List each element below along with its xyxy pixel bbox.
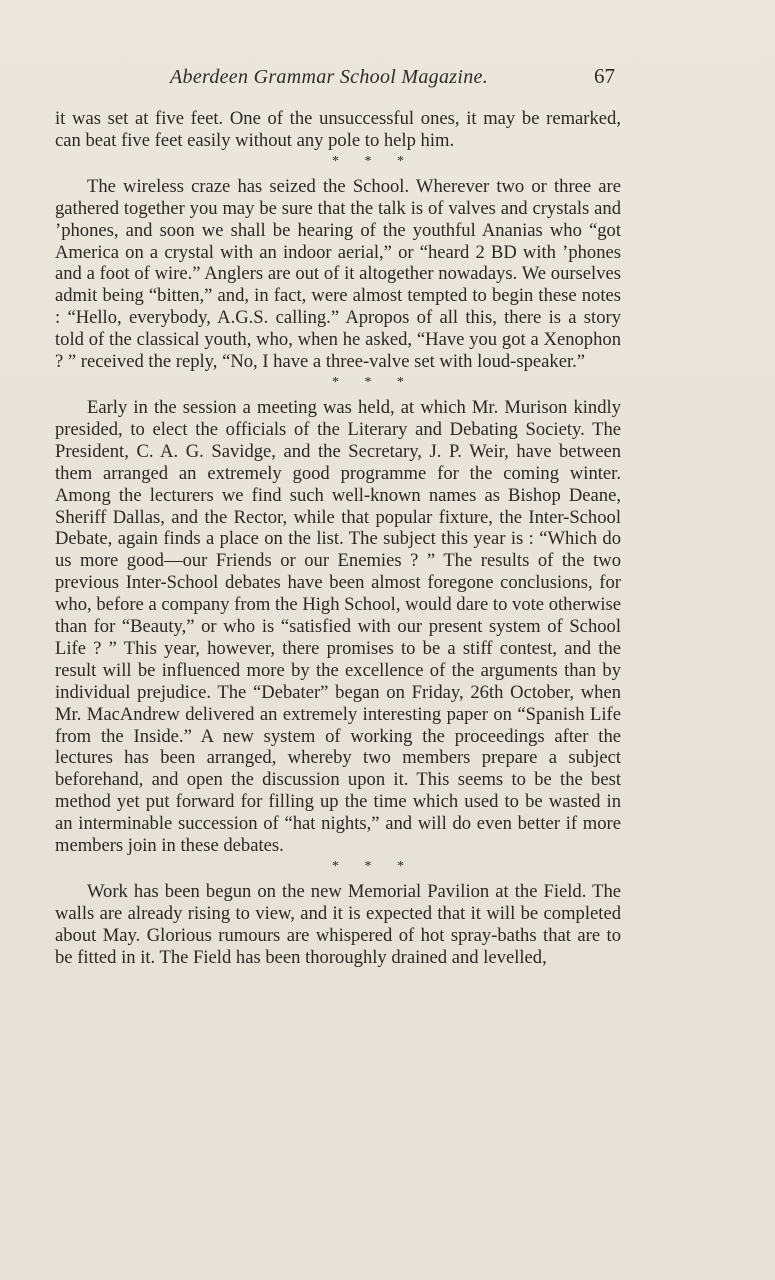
article-body [55,108,621,969]
paragraph-wireless: The wireless craze has seized the School. Wherever two or three are gathered together you may be sure that the talk is of valves and crystals and ’phones, and soon we shall be hearing of the youthful Ananias who “got America on a crystal with an indoor aerial,” or “heard 2 BD with ’phones and a foot of wire.” Anglers are out of it altogether nowadays. We ourselves admit being “bitten,” and, in fact, were almost tempted to begin these notes : “Hello, everybody, A.G.S. calling.” Apropos of all this, there is a story told of the classical youth, who, when he asked, “Have you got a Xenophon ? ” received the reply, “No, I have a three-valve set with loud-speaker.” [55,175,621,373]
section-separator: * * * [332,374,404,390]
running-title: Aberdeen Grammar School Magazine. [170,66,488,88]
paragraph-debating-society: Early in the session a meeting was held, at which Mr. Murison kindly presided, to elect the officials of the Literary and Debating Society. The President, C. A. G. Savidge, and the Secretary, J. P. Weir, have between them arranged an extremely good programme for the coming winter. Among the lecturers we find such well-known names as Bishop Deane, Sheriff Dallas, and the Rector, while that popular fixture, the Inter-School Debate, again finds a place on the list. The subject this year is : “Which do us more good—our Friends or our Enemies ? ” The results of the two previous Inter-School debates have been almost foregone conclusions, for who, before a company from the High School, would dare to vote otherwise than for “Beauty,” or who is “satisfied with our present system of School Life ? ” This year, however, there promises to be a stiff contest, and the result will be influenced more by the excellence of the arguments than by individual prejudice. The “Debater” began on Friday, 26th October, when Mr. MacAndrew delivered an extremely interesting paper on “Spanish Life from the Inside.” A new system of working the proceedings after the lectures has been arranged, whereby two members prepare a subject beforehand, and open the discussion upon it. This seems to be the best method yet put forward for filling up the time which used to be wasted in an interminable succession of “hat nights,” and will do even better if more members join in these debates. [55,396,621,857]
paragraph-pavilion: Work has been begun on the new Memorial Pavilion at the Field. The walls are already rising to view, and it is expected that it will be completed about May. Glorious rumours are whispered of hot spray-baths that are to be fitted in it. The Field has been thoroughly drained and levelled, [55,881,621,968]
section-separator: * * * [332,859,404,874]
paragraph-continuation: it was set at five feet. One of the unsuccessful ones, it may be remarked, can beat five feet easily without any pole to help him. [55,108,621,151]
page-header [0,62,775,92]
page-number: 67 [594,64,615,88]
section-separator: * * * [332,153,404,169]
